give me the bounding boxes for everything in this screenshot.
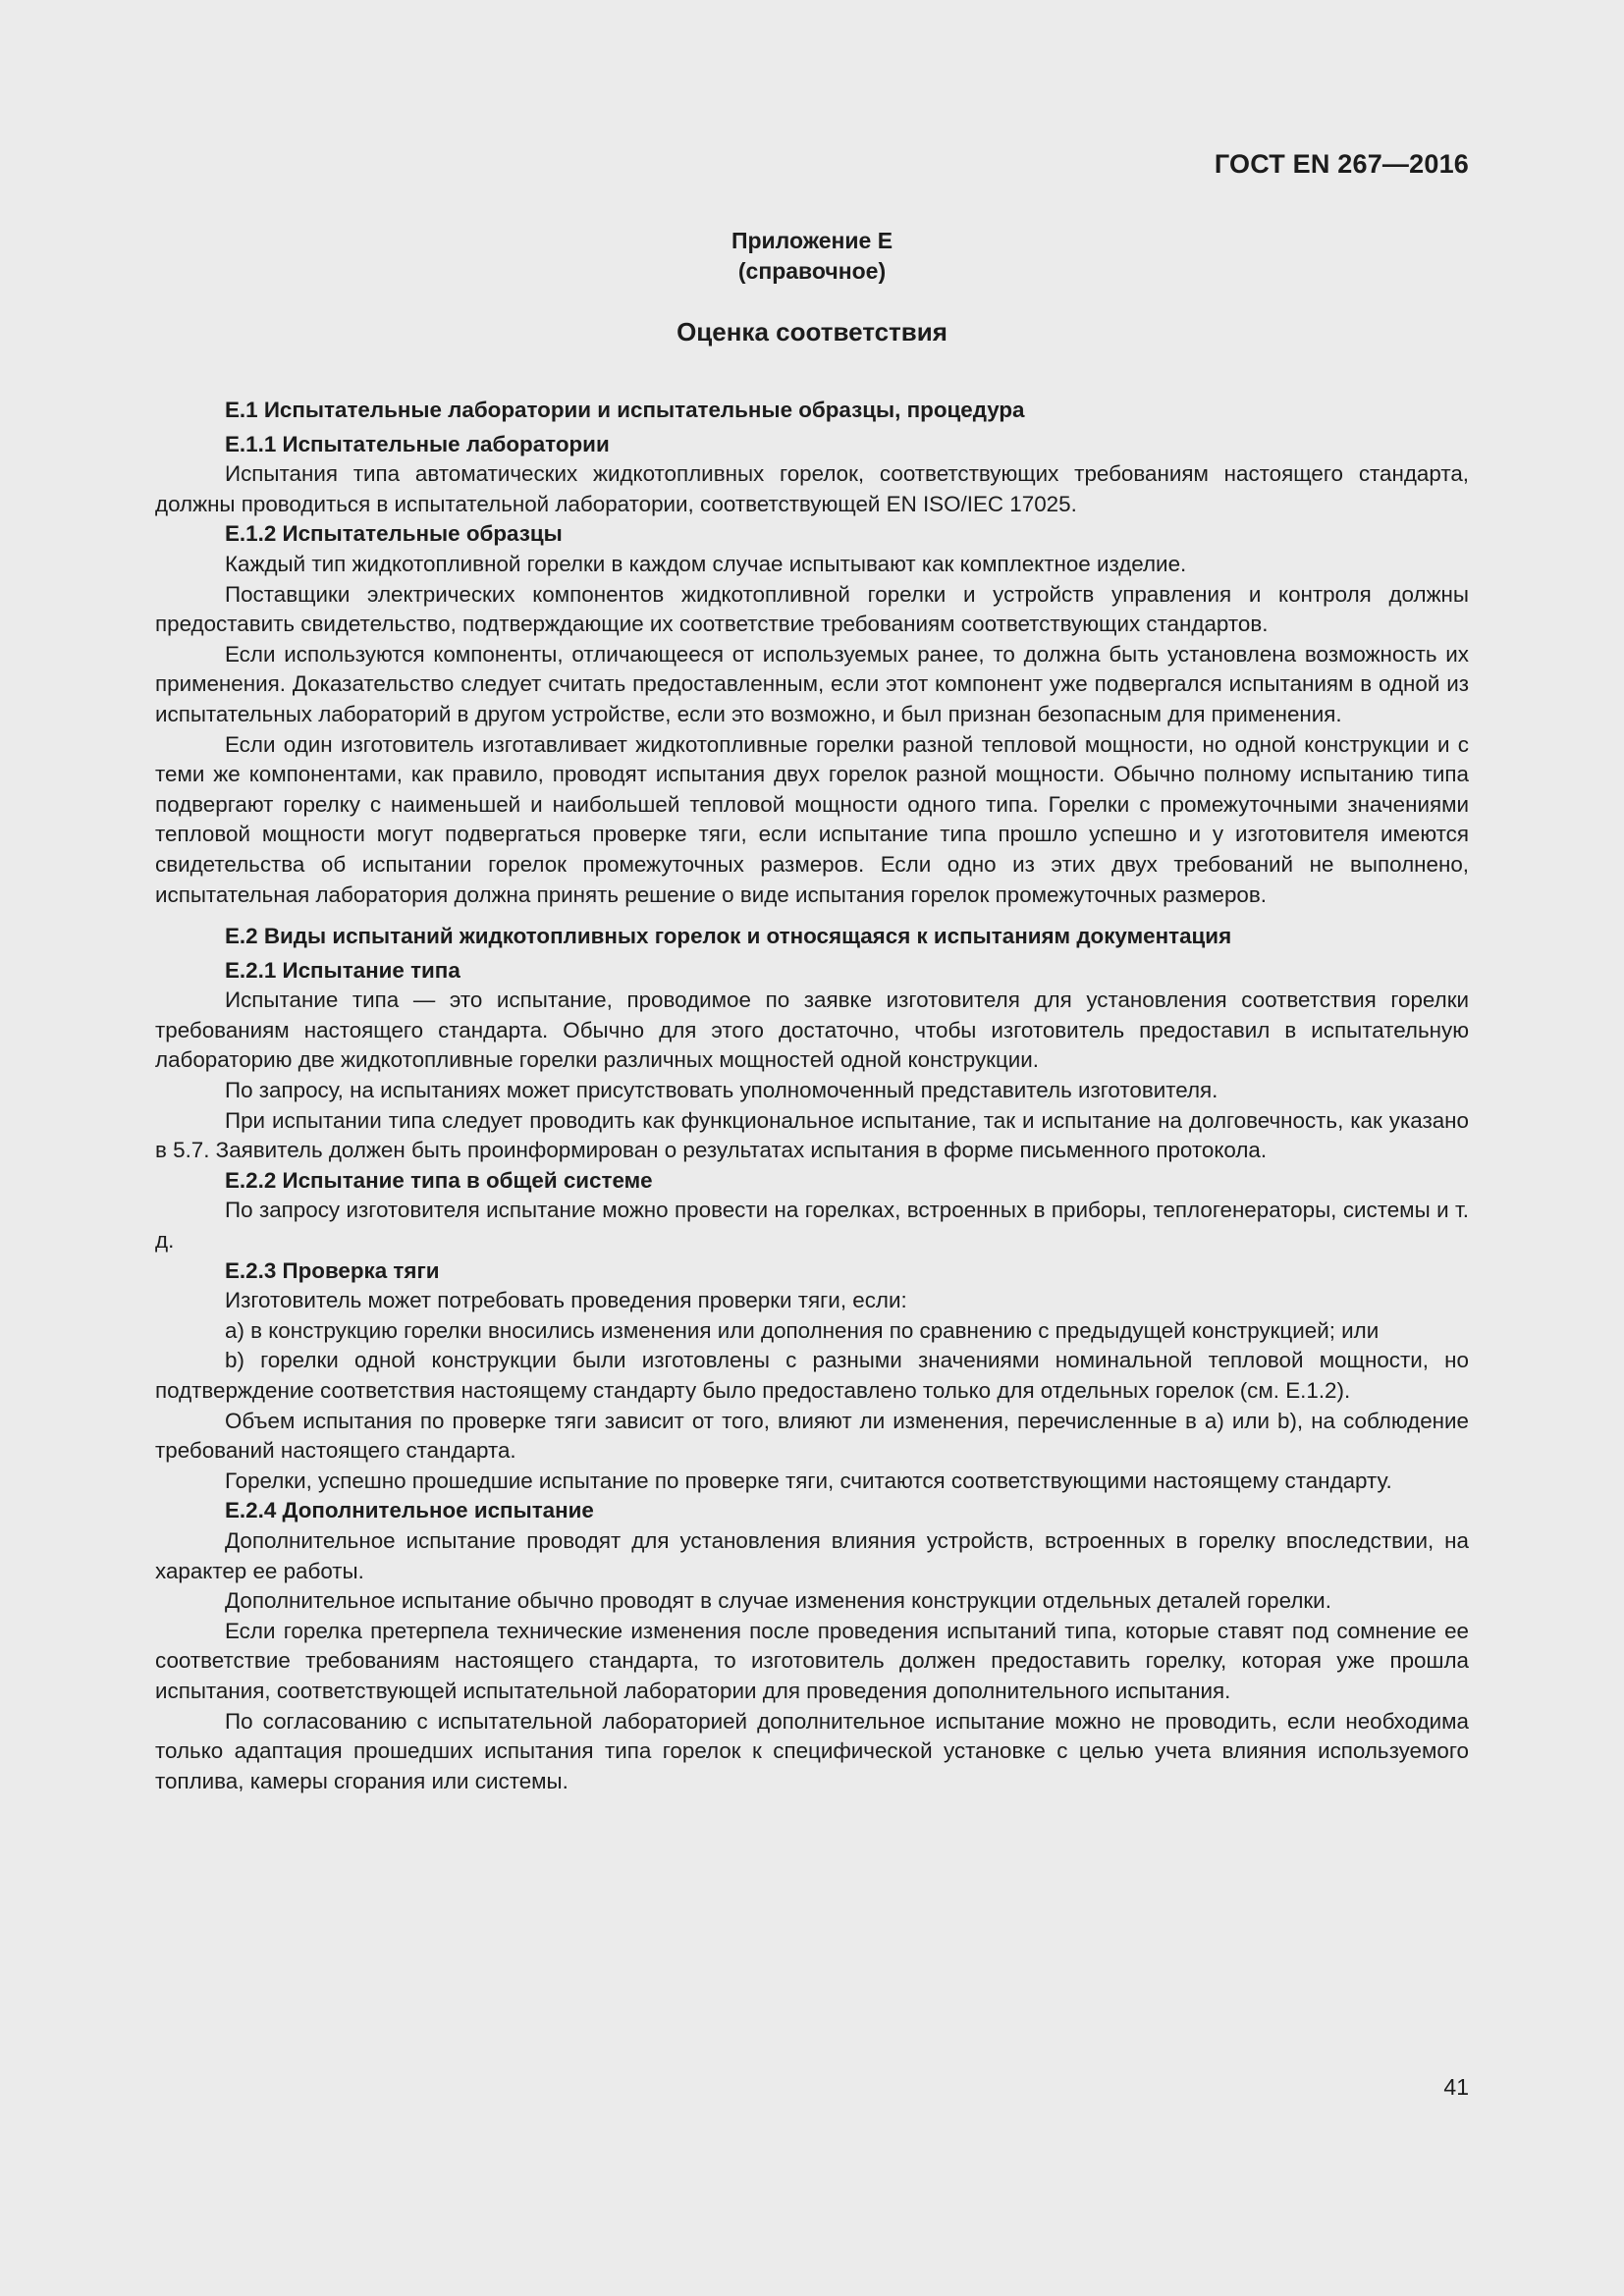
paragraph: Испытания типа автоматических жидкотопливных горелок, соответствующих требованиям настоящего стандарта, должны проводиться в испытательной лаборатории, соответствующей EN ISO/IEC 17025. — [155, 461, 1469, 516]
annex-title: Оценка соответствия — [677, 317, 947, 347]
paragraph: Испытание типа — это испытание, проводимое по заявке изготовителя для установления соответствия горелки требованиям настоящего стандарта. Обычно для этого достаточно, чтобы изготовитель предоставил в испытательную лабораторию две жидкотопливные горелки различных мощностей одной конструкции. — [155, 988, 1469, 1073]
paragraph: Изготовитель может потребовать проведения проверки тяги, если: — [225, 1288, 907, 1313]
paragraph: Поставщики электрических компонентов жидкотопливной горелки и устройств управления и контроля должны предоставить свидетельство, подтверждающие их соответствие требованиям соответствующих стандартов. — [155, 581, 1469, 637]
annex-header — [0, 226, 1624, 287]
paragraph: По запросу, на испытаниях может присутствовать уполномоченный представитель изготовителя. — [225, 1078, 1218, 1103]
subsection-heading-e2-1: E.2.1 Испытание типа — [225, 957, 460, 983]
subsection-heading-e2-4: E.2.4 Дополнительное испытание — [225, 1498, 594, 1523]
paragraph: Если используются компоненты, отличающееся от используемых ранее, то должна быть установлена возможность их применения. Доказательство следует считать предоставленным, если этот компонент уже подвергался испытаниям в одной из испытательных лабораторий в другом устройстве, если это возможно, и был признан безопасным для применения. — [155, 641, 1469, 726]
subsection-heading-e2-3: E.2.3 Проверка тяги — [225, 1257, 440, 1283]
paragraph: Объем испытания по проверке тяги зависит от того, влияют ли изменения, перечисленные в a) или b), на соблюдение требований настоящего стандарта. — [155, 1408, 1469, 1464]
subsection-heading-e1-2: E.1.2 Испытательные образцы — [225, 521, 563, 547]
paragraph: Каждый тип жидкотопливной горелки в каждом случае испытывают как комплектное изделие. — [225, 551, 1187, 576]
annex-type: (справочное) — [737, 258, 887, 284]
document-body — [155, 394, 1469, 1796]
paragraph: Если горелка претерпела технические изменения после проведения испытаний типа, которые ставят под сомнение ее соответствие требованиям настоящего стандарта, то изготовитель должен предоставить горелку, которая уже прошла испытания, соответствующей испытательной лаборатории для проведения дополнительного испытания. — [155, 1618, 1469, 1703]
paragraph: По запросу изготовителя испытание можно провести на горелках, встроенных в приборы, теплогенераторы, системы и т. д. — [155, 1198, 1469, 1254]
document-code: ГОСТ EN 267—2016 — [1214, 149, 1469, 179]
annex-label: Приложение Е — [731, 228, 893, 253]
paragraph: По согласованию с испытательной лабораторией дополнительное испытание можно не проводить, если необходима только адаптация прошедших испытания типа горелок к специфической установке с целью учета влияния используемого топлива, камеры сгорания или системы. — [155, 1708, 1469, 1793]
paragraph: Горелки, успешно прошедшие испытание по проверке тяги, считаются соответствующими настоящему стандарту. — [225, 1468, 1392, 1493]
subsection-heading-e2-2: E.2.2 Испытание типа в общей системе — [225, 1167, 653, 1193]
section-heading-e1: E.1 Испытательные лаборатории и испытательные образцы, процедура — [225, 398, 1025, 422]
subsection-heading-e1-1: E.1.1 Испытательные лаборатории — [225, 431, 610, 456]
paragraph: Если один изготовитель изготавливает жидкотопливные горелки разной тепловой мощности, но одной конструкции и с теми же компонентами, как правило, проводят испытания двух горелок разной мощности. Обычно полному испытанию типа подвергают горелку с наименьшей и наибольшей тепловой мощности одного типа. Горелки с промежуточными значениями тепловой мощности могут подвергаться проверке тяги, если испытание типа прошло успешно и у изготовителя имеются свидетельства об испытании горелок промежуточных размеров. Если одно из этих двух требований не выполнено, испытательная лаборатория должна принять решение о виде испытания горелок промежуточных размеров. — [155, 731, 1469, 907]
list-item-b: b) горелки одной конструкции были изготовлены с разными значениями номинальной тепловой мощности, но подтверждение соответствия настоящему стандарту было предоставлено только для отдельных горелок (см. E.1.2). — [155, 1348, 1469, 1403]
list-item-a: a) в конструкцию горелки вносились изменения или дополнения по сравнению с предыдущей конструкцией; или — [225, 1317, 1380, 1343]
page-number: 41 — [1443, 2074, 1469, 2100]
section-heading-e2: E.2 Виды испытаний жидкотопливных горелок и относящаяся к испытаниям документация — [225, 924, 1232, 949]
paragraph: Дополнительное испытание проводят для установления влияния устройств, встроенных в горелку впоследствии, на характер ее работы. — [155, 1527, 1469, 1583]
paragraph: Дополнительное испытание обычно проводят в случае изменения конструкции отдельных деталей горелки. — [225, 1588, 1331, 1614]
paragraph: При испытании типа следует проводить как функциональное испытание, так и испытание на долговечность, как указано в 5.7. Заявитель должен быть проинформирован о результатах испытания в форме письменного протокола. — [155, 1107, 1469, 1163]
